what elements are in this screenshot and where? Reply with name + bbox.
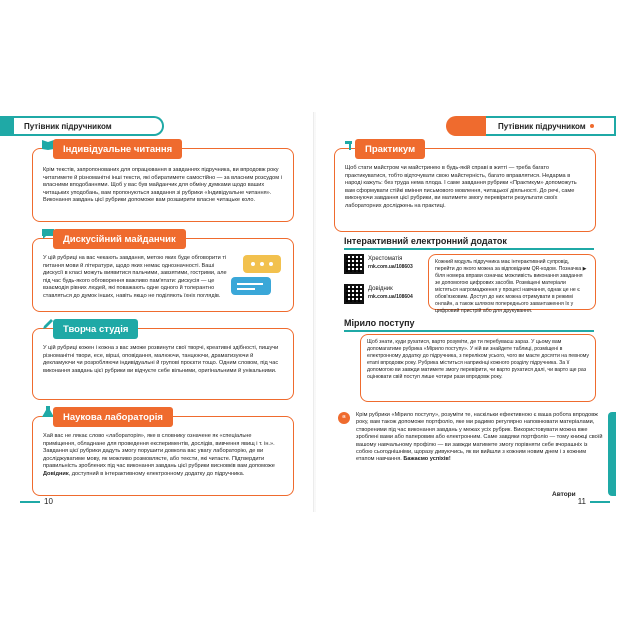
- left-page: [14, 112, 314, 512]
- qr-label: Довідник: [368, 286, 393, 292]
- page-number-bar: [590, 501, 610, 503]
- closing-wish: Бажаємо успіхів!: [403, 456, 451, 463]
- header-accent: [0, 116, 14, 136]
- qr-url[interactable]: rnk.com.ua/108603: [368, 264, 413, 270]
- interactive-title: Інтерактивний електронний додаток: [344, 236, 507, 246]
- qr-label: Хрестоматія: [368, 256, 403, 262]
- section-title: Наукова лабораторія: [53, 407, 173, 427]
- handbook-link[interactable]: Довідник: [43, 470, 69, 477]
- header-accent: [446, 116, 486, 136]
- section-title: Практикум: [355, 139, 425, 159]
- section-text: Щоб знати, куди рухатися, варто розуміти, де ти перебуваєш зараз. У цьому вам допомагатиме рубрика «Мірило поступу». У ній ви знайдете таблиці, розміщені в електронному додатку до підручника, з переліком усього, чого ви маєте досягти на певному етапі впродовж року. Рубрика міститься наприкінці кожного розділу підручника. За її допомогою ви завжди матимете змогу перевірити, чи варто рухатися далі, чи варто ще раз оцінювати свій поступ лише чотири рази впродовж року.: [367, 339, 589, 380]
- section-text: Крім текстів, запропонованих для опрацювання в завданнях підручника, ви впродовж року читатимете й різноманітні інші тексти, які обиратимете самостійно — за власним розсудом і власними вподобаннями. Щоб у вас був майданчик для обміну думками щодо ваших читацьких уподобань, вам пропонуються завдання зі рубрики «Індивідуальне читання». Виконання завдань цієї рубрики допоможе вам розширити власне читацьке коло.: [43, 167, 282, 204]
- title-rule: [344, 330, 594, 332]
- qr-code-handbook[interactable]: [344, 284, 364, 304]
- right-page: [316, 112, 616, 512]
- section-title: Індивідуальне читання: [53, 139, 182, 159]
- section-text-part: Хай вас не лякає слово «лабораторія», яке в словнику означене як «спеціальне приміщення, обладнане для проведення експериментів, дослідів, вивчення явищ і т. ін.». Завдання цієї рубрики дадуть змогу порушити довкола вас увагу лабораторію, де ви досліджуватиме мову, як можливо розмовляєте, або тексти, які читаєте. Підтвердити правильність зроблених під час виконання завдань цієї рубрики висновків вам допоможе: [43, 433, 275, 470]
- interactive-text-box: [428, 254, 596, 314]
- right-page-number: [578, 497, 610, 506]
- closing-text: [356, 412, 604, 464]
- section-text: У цій рубриці на вас чекають завдання, метою яких буде обговорити ті питання мови й літератури, щодо яких немає однозначності. Ваші дискусії в класі можуть виявитися пальчими, завзятими, гострими, але під час будь-якого обговорення важливо пам'ятати: дискусія — це взаємодія рівних людей, які поважають одне одного й толерантно ставляться до думок інших, навіть якщо не поділяють їхніх поглядів.: [43, 255, 227, 299]
- section-discussion: [32, 233, 294, 312]
- section-text: [43, 433, 285, 479]
- section-text: Щоб стати майстром чи майстринею в будь-якій справі в житті — треба багато практикуватися, тобто відточувати свою майстерність, багато вправлятися. Недарма в народі кажуть: без труда нема плода. І саме завдання рубрики «Практикум» допоможуть вам сформувати стійкі вміння письмового мовлення, читацької діяльності. До речі, саме виконуючи завдання цієї рубрики, ви матимете змогу перевірити результати своїх лабораторних досліджень на практиці.: [345, 165, 577, 209]
- qr-url[interactable]: rnk.com.ua/108604: [368, 294, 413, 300]
- title-rule: [344, 248, 594, 250]
- section-measure: [360, 334, 596, 402]
- authors-signature: Автори: [552, 491, 576, 498]
- quote-icon: “: [338, 412, 350, 424]
- left-page-number: [20, 497, 53, 506]
- section-text-part: , доступний в інтерактивному електронному додатку до підручника.: [68, 470, 245, 477]
- section-individual-reading: [32, 143, 294, 222]
- measure-title: Мірило поступу: [344, 318, 415, 328]
- section-science-lab: [32, 411, 294, 496]
- header-dot: [590, 124, 594, 128]
- side-accent: [608, 412, 616, 496]
- left-page-header: [14, 116, 164, 136]
- page-number-bar: [20, 501, 40, 503]
- closing-paragraph: Крім рубрики «Мірило поступу», розуміти те, наскільки ефективною є ваша робота впродовж року, вам також допоможе портфоліо, яке ми радимо регулярно наповнювати матеріалами, створеними під час виконання завдань у межах усіх рубрик. Використовувати можна вже зроблені вами або паперовим або електронним. Саме завдяки портфоліо — тому книжці своїй вашому навчальному профілю — ви завжди матимете змогу порівняти себе вчорашніх із собою сьогоднішніми, щоразу дивуючись, як ви вийшли з кожним новим днем і з кожним етапом навчання.: [356, 412, 603, 463]
- interactive-text: Кожний модуль підручника має інтерактивний супровід, перейти до якого можна за відповідним QR-кодом. Позначка ▶ біля номера вправи означає можливість виконання завдання зе допомогою цифрових засобів. Розміщені матеріали містяться нагромадження у процесі навчання, однак це не є обов'язковим. Доступ до них можна отримувати в режимі онлайн, а також шляхом попереднього завантаження їх у цифровий пристрій або для друкування.: [435, 259, 587, 314]
- left-header-text: Путівник підручником: [24, 121, 112, 131]
- section-title: Дискусійний майданчик: [53, 229, 186, 249]
- page-number: 11: [577, 497, 586, 506]
- right-page-header: [446, 116, 616, 136]
- header-label: [486, 116, 616, 136]
- section-practicum: [334, 143, 596, 232]
- right-header-text: Путівник підручником: [498, 121, 586, 131]
- qr-code-anthology[interactable]: [344, 254, 364, 274]
- section-text: У цій рубриці кожен і кожна з вас зможе розвинути свої творчі, креативні здібності, пишучи різноманітні твори, есе, вірші, оповідання, малюючи, танцюючи, драматизуючи й декламуючи чи розробляючи індивідуальні й групові проєкти тощо. Одним словом, під час виконання завдань цієї рубрики ви відчуєте себе вільними, оригінальними й унікальними.: [43, 345, 279, 374]
- section-title: Творча студія: [53, 319, 138, 339]
- section-creative-studio: [32, 323, 294, 400]
- chat-bubbles-illustration: [229, 253, 285, 301]
- page-number: 10: [44, 497, 53, 506]
